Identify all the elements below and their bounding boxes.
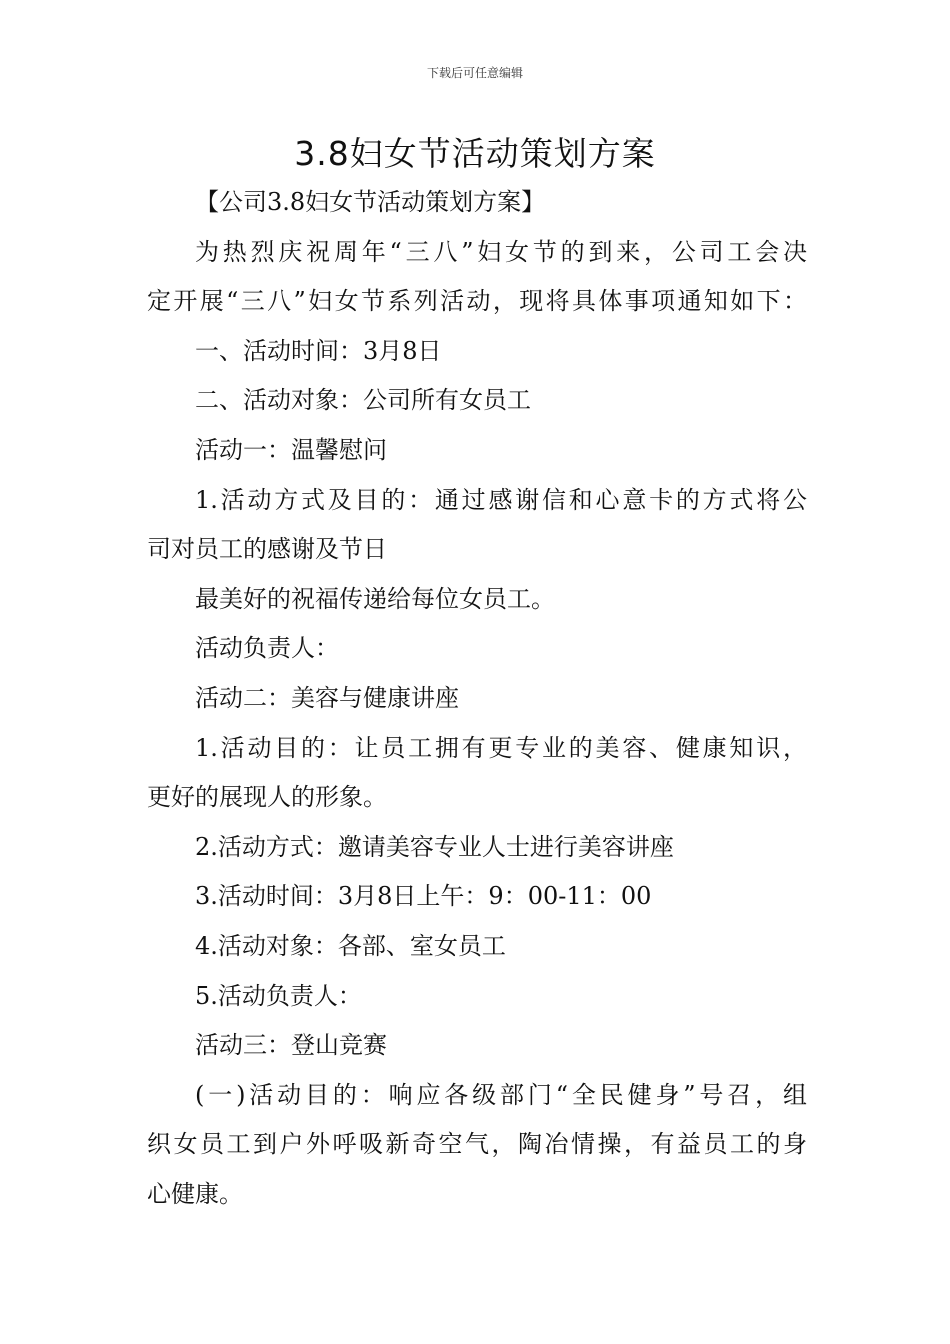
paragraph-line: 织女员工到户外呼吸新奇空气，陶冶情操，有益员工的身 — [147, 1130, 807, 1159]
document-body — [147, 178, 807, 1219]
document-title: 3.8妇女节活动策划方案 — [294, 134, 656, 173]
paragraph-line: 为热烈庆祝周年“三八”妇女节的到来，公司工会决 — [195, 237, 807, 266]
paragraph-line: 1.活动目的：让员工拥有更专业的美容、健康知识， — [195, 733, 807, 762]
section-heading: 活动二：美容与健康讲座 — [195, 683, 459, 712]
paragraph-line: 2.活动方式：邀请美容专业人士进行美容讲座 — [195, 832, 674, 861]
section-heading: 活动三：登山竞赛 — [195, 1031, 387, 1060]
section-heading: 活动一：温馨慰问 — [195, 435, 387, 464]
paragraph-line: 4.活动对象：各部、室女员工 — [195, 931, 506, 960]
paragraph-line: 5.活动负责人： — [195, 981, 362, 1010]
paragraph-line: 司对员工的感谢及节日 — [147, 535, 387, 564]
paragraph-line: (一)活动目的：响应各级部门“全民健身”号召，组 — [195, 1080, 807, 1109]
paragraph-line: 1.活动方式及目的：通过感谢信和心意卡的方式将公 — [195, 485, 807, 514]
paragraph-line: 【公司3.8妇女节活动策划方案】 — [195, 188, 546, 216]
paragraph-line: 心健康。 — [147, 1179, 243, 1208]
paragraph-line: 定开展“三八”妇女节系列活动，现将具体事项通知如下： — [147, 287, 807, 316]
paragraph-line: 二、活动对象：公司所有女员工 — [195, 386, 531, 415]
paragraph-line: 最美好的祝福传递给每位女员工。 — [195, 584, 555, 613]
paragraph-line: 更好的展现人的形象。 — [147, 783, 387, 812]
paragraph-line: 3.活动时间：3月8日上午：9：00-11：00 — [195, 882, 652, 911]
paragraph-line: 活动负责人： — [195, 634, 339, 663]
paragraph-line: 一、活动时间：3月8日 — [195, 336, 442, 365]
header-note: 下载后可任意编辑 — [426, 66, 523, 80]
